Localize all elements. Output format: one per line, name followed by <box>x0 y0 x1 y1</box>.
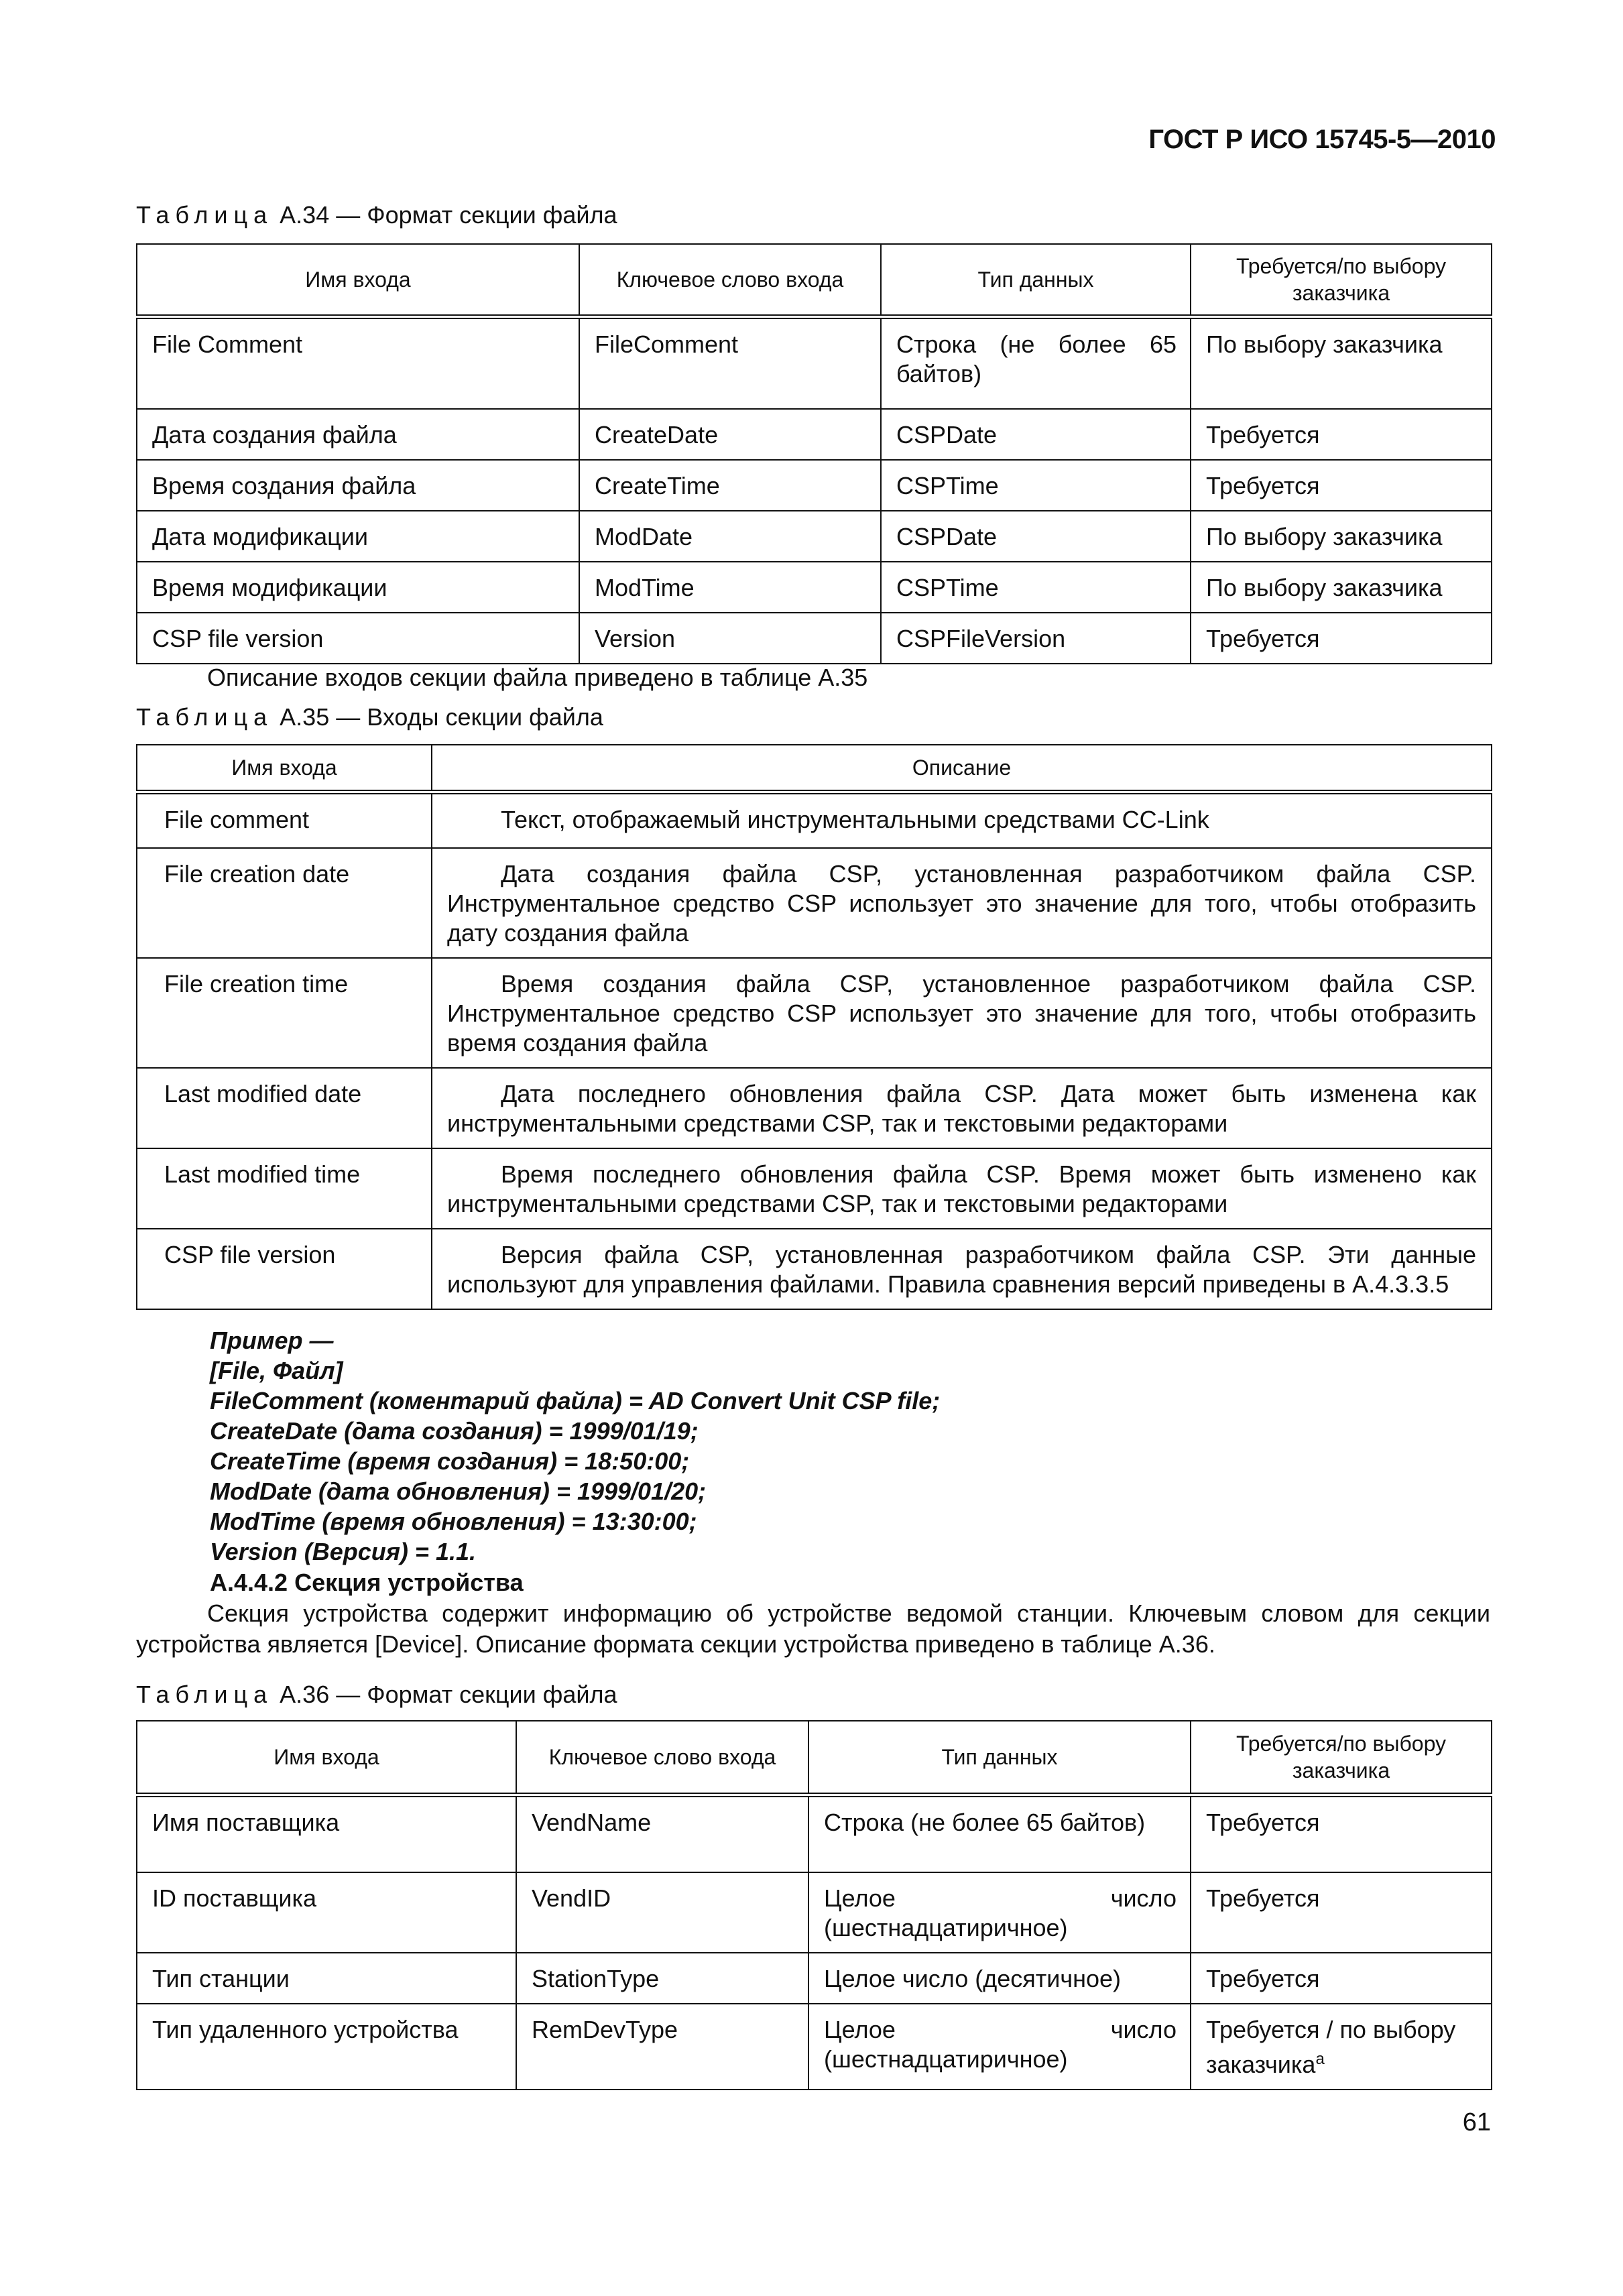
table-row <box>137 562 1492 613</box>
example-line: ModDate (дата обновления) = 1999/01/20; <box>210 1477 707 1505</box>
table-cell <box>432 958 1492 1068</box>
column-header: Ключевое слово входа <box>579 244 881 316</box>
table-row <box>137 316 1492 409</box>
table-a34 <box>136 243 1492 664</box>
column-header: Требуется/по выбору заказчика <box>1191 1721 1492 1795</box>
table-cell <box>432 1229 1492 1309</box>
table-cell: Тип станции <box>137 1953 516 2004</box>
description-text: Время создания файла CSP, установленное разработчиком файла CSP. Инструментальное средство CSP использует это значение для того, чтобы отобразить время создания файла <box>447 970 1476 1056</box>
footnote-marker: a <box>1315 2050 1325 2068</box>
table-cell: ID поставщика <box>137 1872 516 1953</box>
table-cell: Строка (не более 65 байтов) <box>881 316 1191 409</box>
table-row <box>137 1872 1492 1953</box>
description-text: Дата последнего обновления файла CSP. Дата может быть изменена как инструментальными средствами CSP, так и текстовыми редакторами <box>447 1080 1476 1137</box>
table-cell: Время создания файла <box>137 460 579 511</box>
description-text: Дата создания файла CSP, установленная разработчиком файла CSP. Инструментальное средство CSP использует это значение для того, чтобы отобразить дату создания файла <box>447 860 1476 947</box>
example-line: Version (Версия) = 1.1. <box>210 1538 476 1565</box>
example-line: [File, Файл] <box>210 1357 343 1384</box>
table-cell <box>432 792 1492 848</box>
caption-text: А.36 — Формат секции файла <box>273 1681 617 1708</box>
table-cell: Целое число (десятичное) <box>808 1953 1191 2004</box>
table-row <box>137 1148 1492 1229</box>
column-header: Ключевое слово входа <box>516 1721 808 1795</box>
table-a36-caption <box>136 1681 617 1709</box>
table-cell: VendID <box>516 1872 808 1953</box>
caption-prefix: Таблица <box>136 201 274 229</box>
table-row <box>137 613 1492 664</box>
table-cell: Требуется <box>1191 409 1492 460</box>
requirement-text: Требуется / по выбору заказчика <box>1206 2016 1456 2078</box>
caption-text: А.34 — Формат секции файла <box>273 201 617 229</box>
table-cell: Требуется <box>1191 1872 1492 1953</box>
table-cell: File comment <box>137 792 432 848</box>
table-row <box>137 460 1492 511</box>
table-cell <box>432 1148 1492 1229</box>
table-cell: Last modified date <box>137 1068 432 1148</box>
page-number: 61 <box>1462 2108 1491 2136</box>
table-cell: Тип удаленного устройства <box>137 2004 516 2090</box>
table-cell: Требуется <box>1191 613 1492 664</box>
caption-prefix: Таблица <box>136 703 274 731</box>
column-header: Описание <box>432 745 1492 792</box>
example-line: FileComment (коментарий файла) = AD Convert Unit CSP file; <box>210 1387 941 1414</box>
table-cell: Last modified time <box>137 1148 432 1229</box>
table-cell: По выбору заказчика <box>1191 562 1492 613</box>
table-cell: VendName <box>516 1795 808 1872</box>
table-cell: CreateTime <box>579 460 881 511</box>
column-header: Имя входа <box>137 244 579 316</box>
table-a35 <box>136 744 1492 1310</box>
table-cell: CSPTime <box>881 562 1191 613</box>
paragraph-text: Секция устройства содержит информацию об устройстве ведомой станции. Ключевым словом для секции устройства является [Device]. Описание формата секции устройства приведено в таблице А.36. <box>136 1599 1490 1658</box>
column-header: Тип данных <box>881 244 1191 316</box>
table-cell: Version <box>579 613 881 664</box>
table-row <box>137 1953 1492 2004</box>
table-cell: Целое число (шестнадцатиричное) <box>808 2004 1191 2090</box>
table-cell: File creation time <box>137 958 432 1068</box>
example-line: ModTime (время обновления) = 13:30:00; <box>210 1508 697 1535</box>
column-header: Имя входа <box>137 745 432 792</box>
table-cell: CreateDate <box>579 409 881 460</box>
caption-text: А.35 — Входы секции файла <box>273 703 603 731</box>
table-cell: CSPFileVersion <box>881 613 1191 664</box>
column-header: Требуется/по выбору заказчика <box>1191 244 1492 316</box>
example-line: CreateDate (дата создания) = 1999/01/19; <box>210 1417 699 1445</box>
description-text: Версия файла CSP, установленная разработчиком файла CSP. Эти данные используют для управления файлами. Правила сравнения версий приведены в А.4.3.3.5 <box>447 1241 1476 1298</box>
table-cell: Требуется <box>1191 1795 1492 1872</box>
reference-text: Описание входов секции файла приведено в таблице А.35 <box>207 664 868 691</box>
table-row <box>137 848 1492 958</box>
document-id-header: ГОСТ Р ИСО 15745-5—2010 <box>1148 125 1496 154</box>
table-cell: Имя поставщика <box>137 1795 516 1872</box>
caption-prefix: Таблица <box>136 1681 274 1708</box>
description-text: Текст, отображаемый инструментальными средствами CC-Link <box>501 805 1209 833</box>
table-row <box>137 958 1492 1068</box>
table-cell: ModTime <box>579 562 881 613</box>
table-cell: Требуется <box>1191 1953 1492 2004</box>
table-cell: CSPTime <box>881 460 1191 511</box>
table-header-row <box>137 244 1492 316</box>
column-header: Тип данных <box>808 1721 1191 1795</box>
table-cell: CSPDate <box>881 511 1191 562</box>
table-cell <box>432 848 1492 958</box>
column-header: Имя входа <box>137 1721 516 1795</box>
table-cell: Дата модификации <box>137 511 579 562</box>
table-cell <box>1191 2004 1492 2090</box>
table-row <box>137 1068 1492 1148</box>
table-cell: CSPDate <box>881 409 1191 460</box>
example-line: CreateTime (время создания) = 18:50:00; <box>210 1447 690 1475</box>
table-cell: Целое число (шестнадцатиричное) <box>808 1872 1191 1953</box>
table-cell: Время модификации <box>137 562 579 613</box>
table-cell: CSP file version <box>137 613 579 664</box>
section-heading: А.4.4.2 Секция устройства <box>210 1569 524 1596</box>
table-header-row <box>137 745 1492 792</box>
section-paragraph <box>136 1598 1490 1660</box>
table-cell <box>432 1068 1492 1148</box>
table-cell: ModDate <box>579 511 881 562</box>
example-block <box>210 1325 940 1567</box>
table-cell: Строка (не более 65 байтов) <box>808 1795 1191 1872</box>
table-cell: Дата создания файла <box>137 409 579 460</box>
table-cell: Требуется <box>1191 460 1492 511</box>
table-cell: По выбору заказчика <box>1191 511 1492 562</box>
table-a35-reference <box>136 662 1490 693</box>
description-text: Время последнего обновления файла CSP. Время может быть изменено как инструментальными средствами CSP, так и текстовыми редакторами <box>447 1160 1476 1217</box>
table-row <box>137 511 1492 562</box>
table-cell: File Comment <box>137 316 579 409</box>
table-row <box>137 2004 1492 2090</box>
table-cell: По выбору заказчика <box>1191 316 1492 409</box>
table-row <box>137 1229 1492 1309</box>
table-cell: RemDevType <box>516 2004 808 2090</box>
table-header-row <box>137 1721 1492 1795</box>
table-a36 <box>136 1720 1492 2090</box>
table-row <box>137 409 1492 460</box>
example-line: Пример — <box>210 1327 334 1354</box>
table-row <box>137 792 1492 848</box>
table-cell: FileComment <box>579 316 881 409</box>
table-cell: File creation date <box>137 848 432 958</box>
table-cell: CSP file version <box>137 1229 432 1309</box>
table-row <box>137 1795 1492 1872</box>
table-a34-caption <box>136 201 617 229</box>
table-a35-caption <box>136 703 603 731</box>
table-cell: StationType <box>516 1953 808 2004</box>
